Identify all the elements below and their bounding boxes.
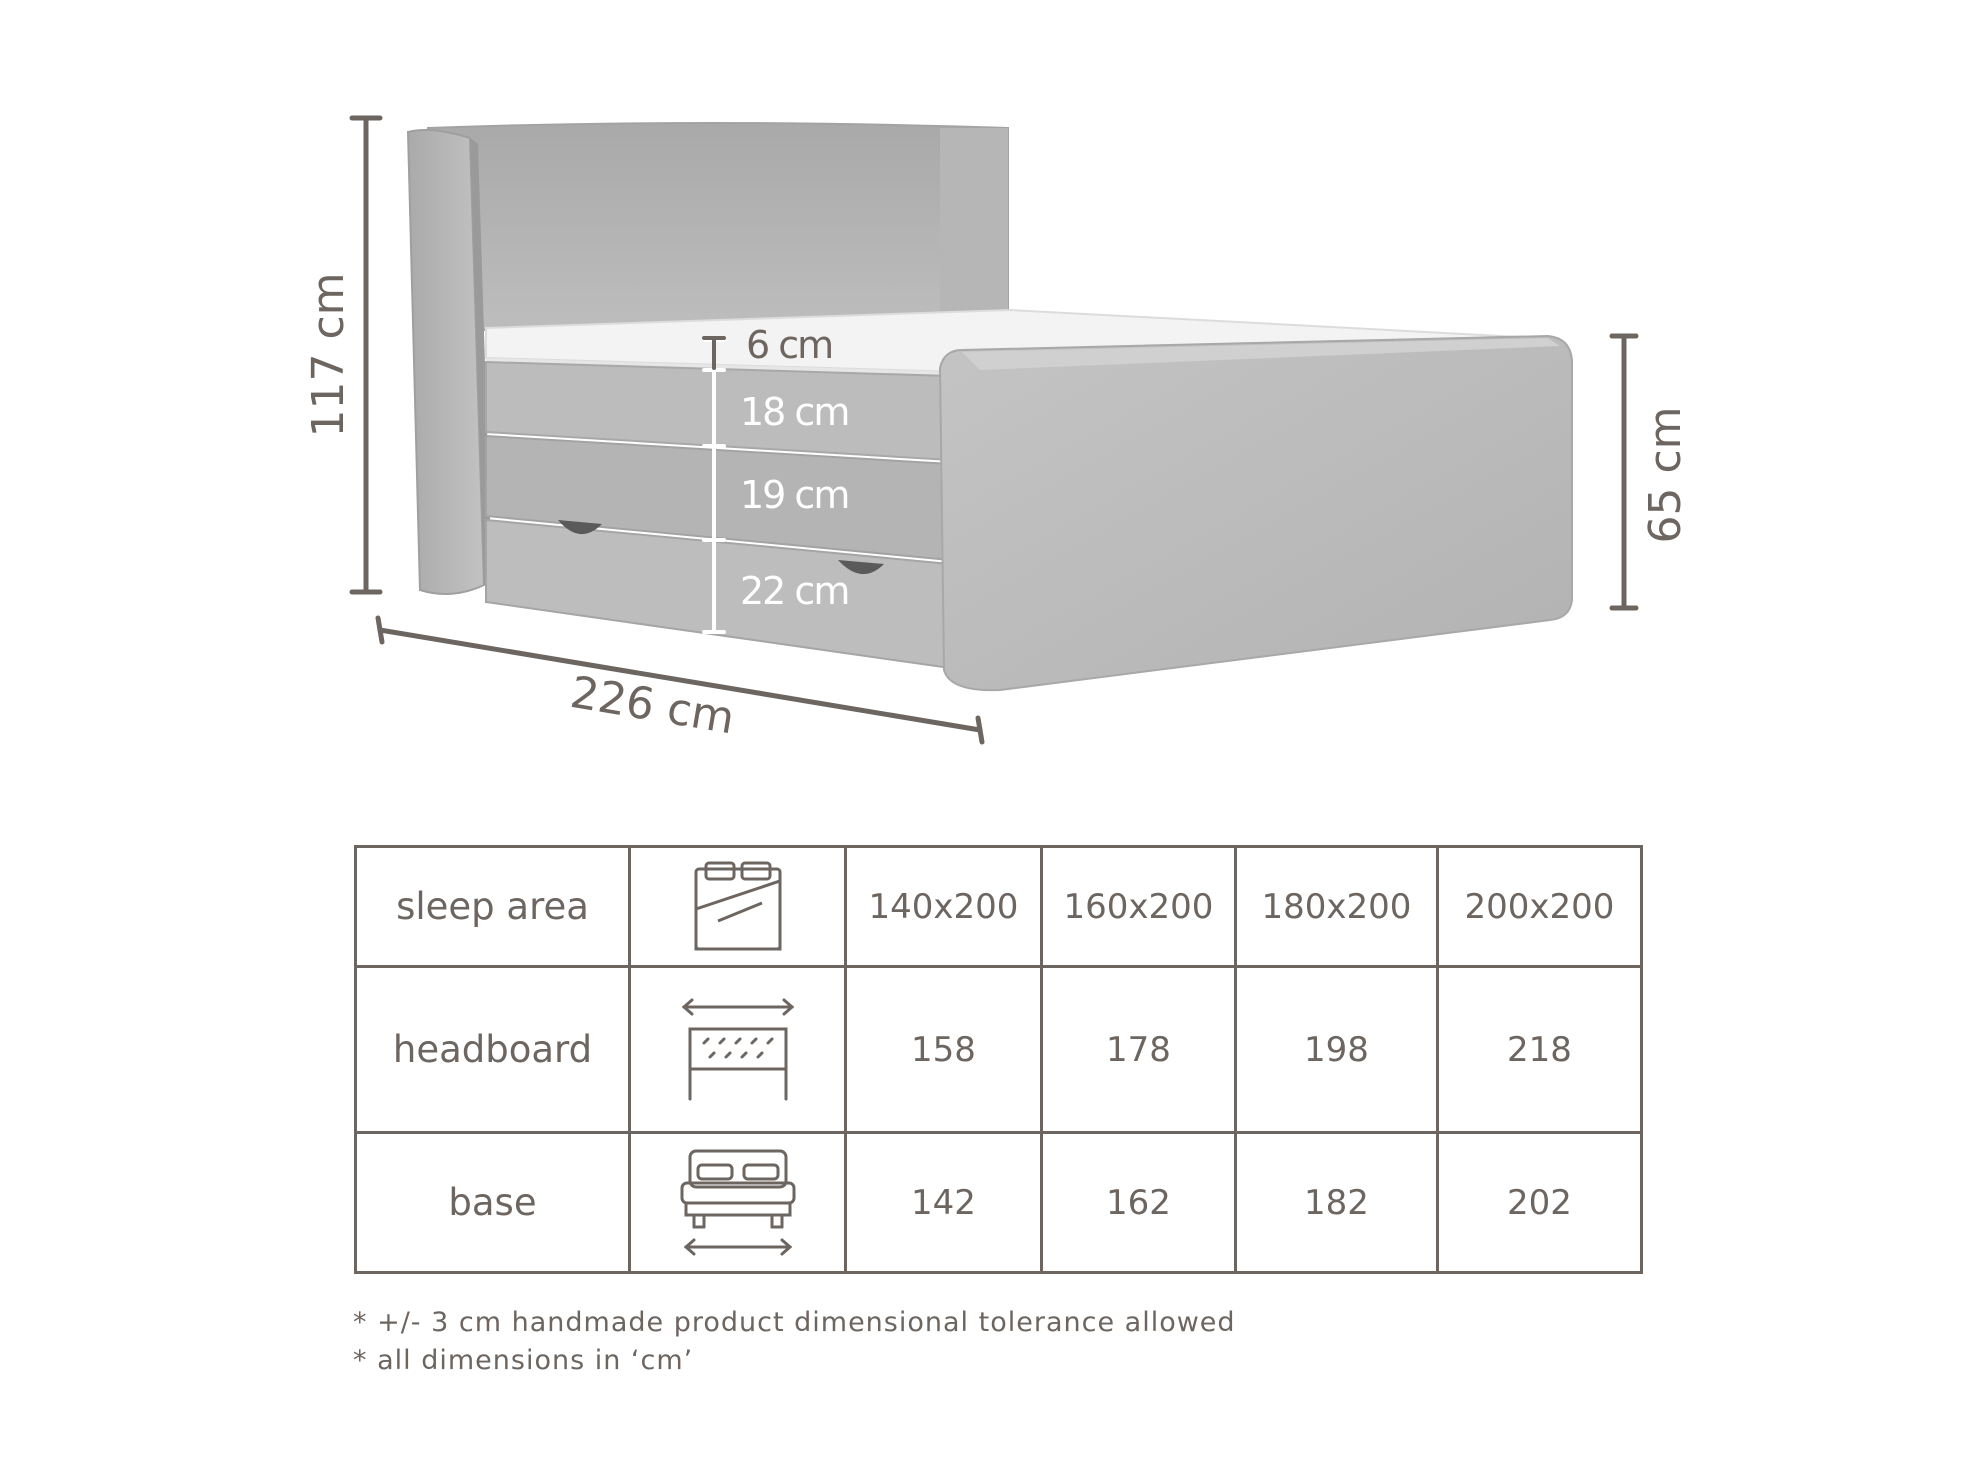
headboard-value-4: 218 [1438, 967, 1642, 1133]
box-height-label: 19 cm [740, 473, 849, 517]
table-row [356, 1133, 1642, 1273]
base-value-1: 142 [846, 1133, 1042, 1273]
sleep-area-value-1: 140x200 [846, 847, 1042, 967]
sleep-area-value-4: 200x200 [1438, 847, 1642, 967]
bed-base-width-icon [630, 1133, 846, 1273]
footnotes [353, 1304, 1236, 1380]
size-table [354, 845, 1643, 1274]
topper-height-label: 6 cm [746, 323, 833, 367]
row-label-base: base [356, 1133, 630, 1273]
sleep-area-value-3: 180x200 [1236, 847, 1438, 967]
length-label: 226 cm [566, 666, 738, 745]
bed-sheet-icon [630, 847, 846, 967]
sleep-area-value-2: 160x200 [1042, 847, 1236, 967]
footboard-height-label: 65 cm [1640, 406, 1691, 544]
headboard-value-1: 158 [846, 967, 1042, 1133]
mattress-height-label: 18 cm [740, 390, 849, 434]
base-value-4: 202 [1438, 1133, 1642, 1273]
base-value-2: 162 [1042, 1133, 1236, 1273]
headboard-width-icon [630, 967, 846, 1133]
height-label: 117 cm [303, 272, 354, 438]
table-row [356, 967, 1642, 1133]
base-height-label: 22 cm [740, 569, 849, 613]
headboard-value-2: 178 [1042, 967, 1236, 1133]
headboard-value-3: 198 [1236, 967, 1438, 1133]
row-label-headboard: headboard [356, 967, 630, 1133]
base-value-3: 182 [1236, 1133, 1438, 1273]
table-row [356, 847, 1642, 967]
units-note: * all dimensions in ‘cm’ [353, 1345, 694, 1376]
row-label-sleep-area: sleep area [356, 847, 630, 967]
bed-illustration [408, 123, 1572, 690]
tolerance-note: * +/- 3 cm handmade product dimensional tolerance allowed [353, 1307, 1236, 1338]
